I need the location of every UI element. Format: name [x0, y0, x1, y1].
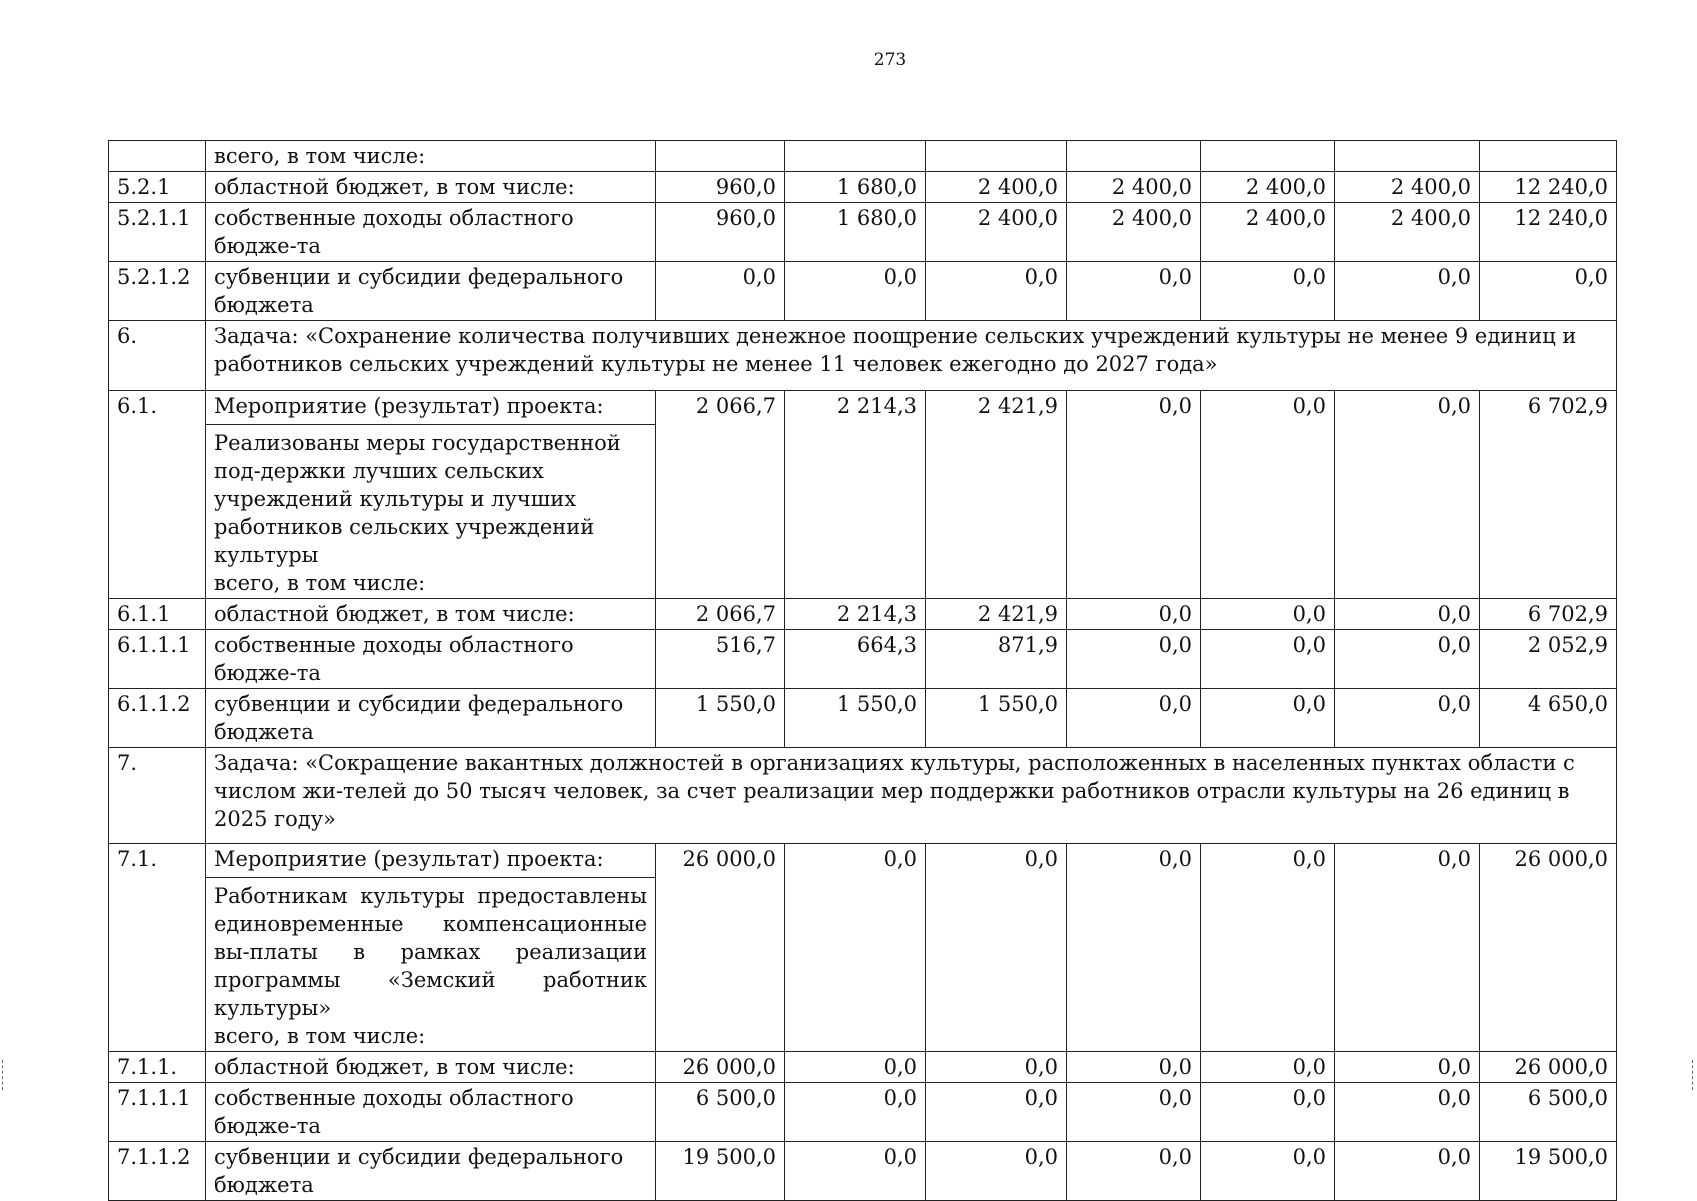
value-cell: 0,0 [1335, 1052, 1480, 1083]
value-cell: 19 500,0 [656, 1142, 785, 1201]
value-cell: 871,9 [926, 630, 1067, 689]
row-description: субвенции и субсидии федерального бюджета [206, 1142, 656, 1201]
value-cell: 0,0 [1067, 599, 1201, 630]
value-cell: 0,0 [1335, 599, 1480, 630]
budget-table [108, 140, 1617, 1201]
value-cell: 2 400,0 [1067, 172, 1201, 203]
table-row [109, 141, 1617, 172]
value-cell [926, 141, 1067, 172]
row-code-cell [109, 141, 206, 172]
value-cell: 0,0 [1335, 844, 1480, 1052]
table-row [109, 630, 1617, 689]
row-description: всего, в том числе: [206, 141, 656, 172]
value-cell: 960,0 [656, 172, 785, 203]
table-row [109, 1052, 1617, 1083]
value-cell: 0,0 [1067, 1142, 1201, 1201]
row-code: 7.1.1. [109, 1052, 206, 1083]
value-cell: 2 214,3 [785, 391, 926, 599]
value-cell: 2 400,0 [1067, 203, 1201, 262]
value-cell: 2 400,0 [1201, 172, 1335, 203]
scan-edge-mark-left [2, 1060, 4, 1090]
row-code: 5.2.1.2 [109, 262, 206, 321]
task-code: 6. [109, 321, 206, 391]
value-cell: 1 680,0 [785, 203, 926, 262]
row-code: 7.1.1.2 [109, 1142, 206, 1201]
event-description-cell [206, 391, 656, 599]
table-row [109, 262, 1617, 321]
value-cell: 26 000,0 [656, 844, 785, 1052]
value-cell [1201, 141, 1335, 172]
value-cell: 26 000,0 [656, 1052, 785, 1083]
value-cell [656, 141, 785, 172]
value-cell: 0,0 [1201, 1083, 1335, 1142]
value-cell: 0,0 [1067, 1052, 1201, 1083]
value-cell: 960,0 [656, 203, 785, 262]
event-result-text: Реализованы меры государственной под-держки лучших сельских учреждений культуры и лучших работников сельских учреждений культуры [214, 431, 621, 567]
event-total-label: всего, в том числе: [214, 571, 426, 595]
value-cell: 1 550,0 [785, 689, 926, 748]
value-cell [1067, 141, 1201, 172]
value-cell: 0,0 [1067, 630, 1201, 689]
value-cell: 0,0 [1201, 844, 1335, 1052]
value-cell: 2 214,3 [785, 599, 926, 630]
value-cell: 0,0 [656, 262, 785, 321]
value-cell: 0,0 [1067, 689, 1201, 748]
value-cell: 0,0 [1201, 630, 1335, 689]
event-title: Мероприятие (результат) проекта: [214, 847, 604, 871]
value-cell: 0,0 [1067, 1083, 1201, 1142]
value-cell: 0,0 [1335, 689, 1480, 748]
value-cell: 12 240,0 [1480, 203, 1617, 262]
event-divider [206, 877, 655, 878]
value-cell: 4 650,0 [1480, 689, 1617, 748]
value-cell: 2 400,0 [1335, 203, 1480, 262]
row-description: собственные доходы областного бюдже-та [206, 630, 656, 689]
value-cell: 0,0 [1067, 844, 1201, 1052]
value-cell: 0,0 [785, 1052, 926, 1083]
value-cell: 0,0 [785, 1083, 926, 1142]
value-cell: 6 500,0 [1480, 1083, 1617, 1142]
table-row [109, 844, 1617, 1052]
value-cell [785, 141, 926, 172]
value-cell: 0,0 [785, 844, 926, 1052]
value-cell: 0,0 [1335, 391, 1480, 599]
table-row [109, 172, 1617, 203]
value-cell: 1 550,0 [926, 689, 1067, 748]
value-cell: 26 000,0 [1480, 844, 1617, 1052]
row-description: областной бюджет, в том числе: [206, 172, 656, 203]
value-cell: 0,0 [1335, 1083, 1480, 1142]
event-description-cell [206, 844, 656, 1052]
value-cell: 0,0 [785, 1142, 926, 1201]
value-cell [1335, 141, 1480, 172]
value-cell: 0,0 [1335, 262, 1480, 321]
value-cell: 664,3 [785, 630, 926, 689]
value-cell [1480, 141, 1617, 172]
value-cell: 12 240,0 [1480, 172, 1617, 203]
value-cell: 2 066,7 [656, 599, 785, 630]
value-cell: 0,0 [1067, 391, 1201, 599]
row-description: субвенции и субсидии федерального бюджета [206, 262, 656, 321]
table-row [109, 203, 1617, 262]
value-cell: 26 000,0 [1480, 1052, 1617, 1083]
task-description: Задача: «Сокращение вакантных должностей в организациях культуры, расположенных в населенных пунктах области с числом жи-телей до 50 тысяч человек, за счет реализации мер поддержки работников отрасли культуры на 26 единиц в 2025 году» [206, 748, 1617, 844]
value-cell: 2 421,9 [926, 391, 1067, 599]
event-code: 7.1. [109, 844, 206, 1052]
event-result-text: Работникам культуры предоставлены единовременные компенсационные вы-платы в рамках реализации программы «Земский работник культуры» [214, 884, 647, 1020]
table-row [109, 1083, 1617, 1142]
row-description: собственные доходы областного бюдже-та [206, 1083, 656, 1142]
value-cell: 0,0 [926, 262, 1067, 321]
value-cell: 0,0 [1201, 262, 1335, 321]
value-cell: 6 702,9 [1480, 391, 1617, 599]
table-row [109, 599, 1617, 630]
row-description: собственные доходы областного бюдже-та [206, 203, 656, 262]
value-cell: 2 400,0 [1201, 203, 1335, 262]
row-description: субвенции и субсидии федерального бюджета [206, 689, 656, 748]
value-cell: 0,0 [1201, 689, 1335, 748]
value-cell: 0,0 [1201, 1142, 1335, 1201]
page-number: 273 [873, 50, 907, 70]
value-cell: 0,0 [1201, 391, 1335, 599]
row-code: 6.1.1 [109, 599, 206, 630]
value-cell: 0,0 [1201, 1052, 1335, 1083]
value-cell: 0,0 [1335, 1142, 1480, 1201]
value-cell: 0,0 [926, 1052, 1067, 1083]
table-body [109, 141, 1617, 1201]
value-cell: 0,0 [926, 1083, 1067, 1142]
value-cell: 2 400,0 [926, 203, 1067, 262]
value-cell: 6 702,9 [1480, 599, 1617, 630]
value-cell: 0,0 [1201, 599, 1335, 630]
value-cell: 2 400,0 [926, 172, 1067, 203]
event-total-label: всего, в том числе: [214, 1024, 426, 1048]
event-divider [206, 424, 655, 425]
value-cell: 2 052,9 [1480, 630, 1617, 689]
row-code: 6.1.1.2 [109, 689, 206, 748]
value-cell: 19 500,0 [1480, 1142, 1617, 1201]
value-cell: 2 400,0 [1335, 172, 1480, 203]
row-code: 5.2.1 [109, 172, 206, 203]
value-cell: 1 550,0 [656, 689, 785, 748]
value-cell: 0,0 [1335, 630, 1480, 689]
task-description: Задача: «Сохранение количества получивших денежное поощрение сельских учреждений культуры не менее 9 единиц и работников сельских учреждений культуры не менее 11 человек ежегодно до 2027 года» [206, 321, 1617, 391]
value-cell: 6 500,0 [656, 1083, 785, 1142]
value-cell: 0,0 [1067, 262, 1201, 321]
value-cell: 516,7 [656, 630, 785, 689]
value-cell: 1 680,0 [785, 172, 926, 203]
value-cell: 0,0 [926, 844, 1067, 1052]
table-row [109, 748, 1617, 844]
row-code: 5.2.1.1 [109, 203, 206, 262]
scan-edge-mark-right [1692, 1060, 1694, 1090]
value-cell: 2 421,9 [926, 599, 1067, 630]
value-cell: 0,0 [926, 1142, 1067, 1201]
row-description: областной бюджет, в том числе: [206, 599, 656, 630]
task-code: 7. [109, 748, 206, 844]
row-code: 7.1.1.1 [109, 1083, 206, 1142]
event-code: 6.1. [109, 391, 206, 599]
table-row [109, 321, 1617, 391]
row-description: областной бюджет, в том числе: [206, 1052, 656, 1083]
row-code: 6.1.1.1 [109, 630, 206, 689]
table-row [109, 689, 1617, 748]
value-cell: 2 066,7 [656, 391, 785, 599]
table-row [109, 391, 1617, 599]
event-title: Мероприятие (результат) проекта: [214, 394, 604, 418]
value-cell: 0,0 [1480, 262, 1617, 321]
table-row [109, 1142, 1617, 1201]
value-cell: 0,0 [785, 262, 926, 321]
